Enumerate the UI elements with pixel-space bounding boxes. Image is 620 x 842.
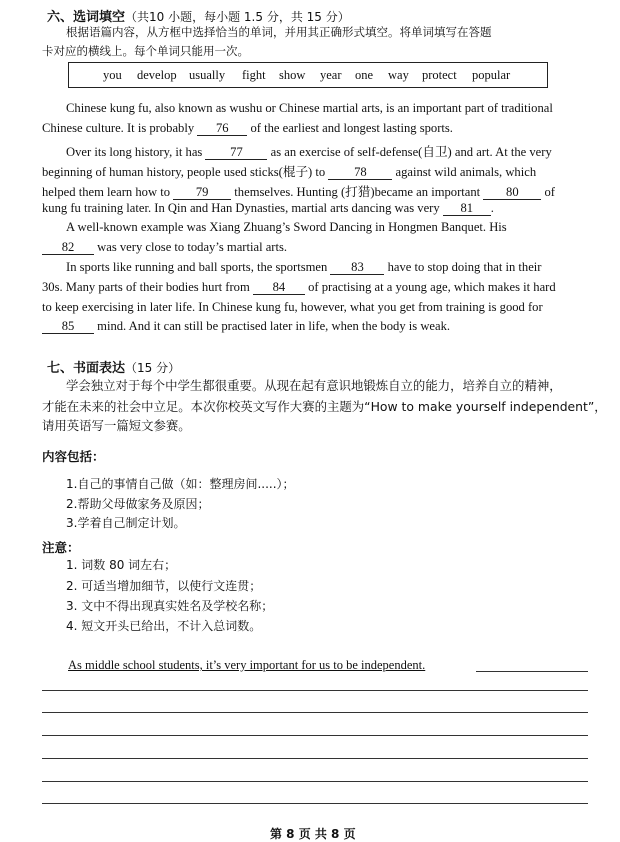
word-box-item: usually xyxy=(189,68,226,82)
answer-blank-78[interactable]: 78 xyxy=(328,166,392,180)
notes-label: 注意： xyxy=(42,540,80,555)
passage-line: kung fu training later. In Qin and Han Dynasties, martial arts dancing was very 81 . xyxy=(42,201,494,215)
writing-line xyxy=(476,671,588,672)
section6-instruction-line1: 根据语篇内容，从方框中选择恰当的单词，并用其正确形式填空。将单词填写在答题 xyxy=(66,25,492,39)
section7-body-line3: 请用英语写一篇短文参赛。 xyxy=(42,418,191,433)
passage-line: A well-known example was Xiang Zhuang’s Sword Dancing in Hongmen Banquet. His xyxy=(66,220,507,234)
passage-line: 85 mind. And it can still be practised later in life, when the body is weak. xyxy=(42,319,450,334)
passage-line: helped them learn how to 79 themselves. Hunting (打猎)became an important 80 of xyxy=(42,185,555,199)
passage-line: Chinese culture. It is probably 76 of the earliest and longest lasting sports. xyxy=(42,121,453,135)
answer-blank-80[interactable]: 80 xyxy=(483,186,541,200)
word-box-item: popular xyxy=(472,68,511,82)
word-box-item: one xyxy=(355,68,374,82)
content-item: 1.自己的事情自己做（如：整理房间.....）； xyxy=(66,477,295,491)
answer-blank-79[interactable]: 79 xyxy=(173,186,231,200)
word-box-item: way xyxy=(388,68,409,82)
word-box-item: you xyxy=(103,68,122,82)
word-box-item: protect xyxy=(422,68,457,82)
writing-line[interactable] xyxy=(42,735,588,736)
answer-blank-76[interactable]: 76 xyxy=(197,122,247,136)
section7-score: （15 分） xyxy=(125,361,181,375)
section7-body-line2: 才能在未来的社会中立足。本次你校英文写作大赛的主题为“How to make yourself independent”， xyxy=(42,399,607,414)
answer-blank-82[interactable]: 82 xyxy=(42,241,94,255)
section6-score: （共10 小题，每小题 1.5 分，共 15 分） xyxy=(125,10,350,24)
content-item: 3.学着自己制定计划。 xyxy=(66,516,186,530)
word-box-item: show xyxy=(279,68,306,82)
writing-line[interactable] xyxy=(42,690,588,691)
page-footer: 第 8 页 共 8 页 xyxy=(270,827,356,841)
passage-line: 82 was very close to today’s martial arts. xyxy=(42,240,287,255)
essay-opening-sentence: As middle school students, it’s very important for us to be independent. xyxy=(68,658,426,672)
section6-instruction-line2: 卡对应的横线上。每个单词只能用一次。 xyxy=(42,44,249,58)
passage-line: to keep exercising in later life. In Chinese kung fu, however, what you get from training is good for xyxy=(42,300,543,314)
passage-line: In sports like running and ball sports, the sportsmen 83 have to stop doing that in their xyxy=(66,260,542,274)
note-item: 1. 词数 80 词左右； xyxy=(66,558,177,572)
section7-title: 七、书面表达 xyxy=(47,361,126,376)
note-item: 2. 可适当增加细节，以使行文连贯； xyxy=(66,579,262,593)
answer-blank-84[interactable]: 84 xyxy=(253,281,305,295)
passage-line: Chinese kung fu, also known as wushu or Chinese martial arts, is an important part of traditional xyxy=(66,101,553,115)
word-box xyxy=(68,62,548,88)
content-item: 2.帮助父母做家务及原因； xyxy=(66,497,210,511)
writing-line[interactable] xyxy=(42,803,588,804)
word-box-item: fight xyxy=(242,68,266,82)
answer-blank-85[interactable]: 85 xyxy=(42,320,94,334)
answer-blank-77[interactable]: 77 xyxy=(205,146,267,160)
section7-heading xyxy=(47,357,180,376)
section7-body-line1: 学会独立对于每个中学生都很重要。从现在起有意识地锻炼自立的能力，培养自立的精神， xyxy=(66,378,562,393)
writing-line[interactable] xyxy=(42,758,588,759)
word-box-item: year xyxy=(320,68,342,82)
answer-blank-83[interactable]: 83 xyxy=(330,261,384,275)
writing-line[interactable] xyxy=(42,712,588,713)
writing-line[interactable] xyxy=(42,781,588,782)
passage-line: beginning of human history, people used sticks(棍子) to 78 against wild animals, which xyxy=(42,165,537,179)
section6-title: 六、选词填空 xyxy=(47,10,126,25)
answer-blank-81[interactable]: 81 xyxy=(443,202,491,216)
content-label: 内容包括： xyxy=(42,449,105,464)
passage-line: Over its long history, it has 77 as an exercise of self-defense(自卫) and art. At the very xyxy=(66,145,552,159)
word-box-item: develop xyxy=(137,68,177,82)
note-item: 3. 文中不得出现真实姓名及学校名称； xyxy=(66,599,274,613)
passage-line: 30s. Many parts of their bodies hurt from 84 of practising at a young age, which makes it hard xyxy=(42,280,556,294)
note-item: 4. 短文开头已给出，不计入总词数。 xyxy=(66,619,262,633)
